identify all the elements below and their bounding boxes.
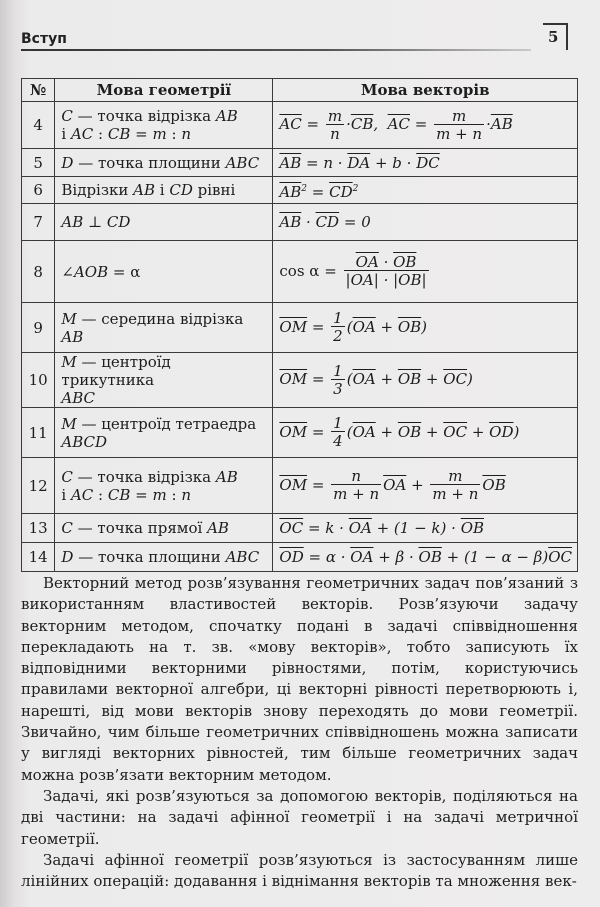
geometry-statement: M — середина відрізка AB [55,303,273,353]
column-header-number: № [22,79,55,102]
body-text [21,573,578,892]
vector-statement: cos α = $\frac{\overline{OA} \cdot \overline{OB}}{|\overline{OA}| \cdot |\overline{OB}|}$ [273,241,578,303]
row-number: 7 [22,204,55,241]
table-header-row [22,79,578,102]
geometry-statement: Відрізки AB і CD рівні [55,177,273,204]
table-row [22,353,578,408]
geometry-statement: D — точка площини ABC [55,543,273,572]
vector-statement: $\overline{OM}$ = $\frac{1}{3}$ $(\overline{OA} + \overline{OB} + \overline{OC})$ [273,353,578,408]
vector-statement: $\overline{AB}^2 = \overline{CD}^2$ [273,177,578,204]
vector-statement: $\overline{OD} = \alpha \cdot \overline{OA} + \beta \cdot \overline{OB} + (1 - \alpha - \beta)\overline{OC}$ [273,543,578,572]
row-number: 5 [22,149,55,177]
table-row [22,102,578,149]
geometry-statement: C — точка прямої AB [55,514,273,543]
row-number: 9 [22,303,55,353]
paragraph: Задачі афінної геометрії розв’язуються із застосуванням лише лінійних операцій: додавання і віднімання векторів та множення век- [21,850,578,891]
row-number: 10 [22,353,55,408]
geometry-statement: AB ⊥ CD [55,204,273,241]
geometry-statement: M — центроїд трикутника ABC [55,353,273,408]
vector-statement: $\overline{OM}$ = $\frac{n}{m + n}$ $\overline{OA}$ + $\frac{m}{m + n}$ $\overline{OB}$ [273,458,578,514]
vector-statement: $\overline{OC} = k \cdot \overline{OA} + (1 - k) \cdot \overline{OB}$ [273,514,578,543]
row-number: 6 [22,177,55,204]
table-row [22,543,578,572]
vector-statement: $\overline{OM}$ = $\frac{1}{4}$ $(\overline{OA} + \overline{OB} + \overline{OC} + \overline{OD})$ [273,408,578,458]
vector-statement: $\overline{AB} = n \cdot \overline{DA} + b \cdot \overline{DC}$ [273,149,578,177]
geometry-statement: M — центроїд тетраедра ABCD [55,408,273,458]
geometry-vector-table [21,78,578,572]
table-row [22,149,578,177]
row-number: 8 [22,241,55,303]
vector-statement: $\overline{AC}$ = $\frac{m}{n}$ $\cdot\overline{CB}$, $\overline{AC}$ = $\frac{m}{m + n}$ $\cdot\overline{AB}$ [273,102,578,149]
geometry-statement: C — точка відрізка AB і AC : CB = m : n [55,458,273,514]
row-number: 14 [22,543,55,572]
vector-statement: $\overline{OM}$ = $\frac{1}{2}$ $(\overline{OA} + \overline{OB})$ [273,303,578,353]
geometry-statement: ∠AOB = α [55,241,273,303]
table-row [22,458,578,514]
paragraph: Задачі, які розв’язуються за допомогою векторів, поділяються на дві частини: на задачі афінної геометрії і на задачі метричної геометрії. [21,786,578,848]
section-title: Вступ [21,31,67,47]
table-row [22,177,578,204]
vector-statement: $\overline{AB} \cdot \overline{CD} = 0$ [273,204,578,241]
page-number: 5 [548,28,559,46]
row-number: 13 [22,514,55,543]
table-row [22,241,578,303]
geometry-statement: C — точка відрізка AB і AC : CB = m : n [55,102,273,149]
table-row [22,408,578,458]
header-rule [21,49,531,51]
running-header [21,30,557,52]
row-number: 12 [22,458,55,514]
row-number: 4 [22,102,55,149]
column-header-geometry: Мова геометрії [55,79,273,102]
table-row [22,303,578,353]
table-row [22,204,578,241]
paragraph: Векторний метод розв’язування геометричних задач пов’язаний з використанням властивостей векторів. Розв’язуючи задачу векторним методом, спочатку подані в задачі співвідношення перекладають на т. зв. «мову векторів», тобто записують їх відповідними векторними рівностями, потім, користуючись правилами векторної алгебри, ці векторні рівності перетворюють і, нарешті, від мови векторів знову переходять до мови геометрії. Звичайно, чим більше геометричних співвідношень можна записати у вигляді векторних рівностей, тим більше геометричних задач можна розв’язати векторним методом. [21,574,578,784]
table-row [22,514,578,543]
geometry-statement: D — точка площини ABC [55,149,273,177]
column-header-vectors: Мова векторів [273,79,578,102]
row-number: 11 [22,408,55,458]
